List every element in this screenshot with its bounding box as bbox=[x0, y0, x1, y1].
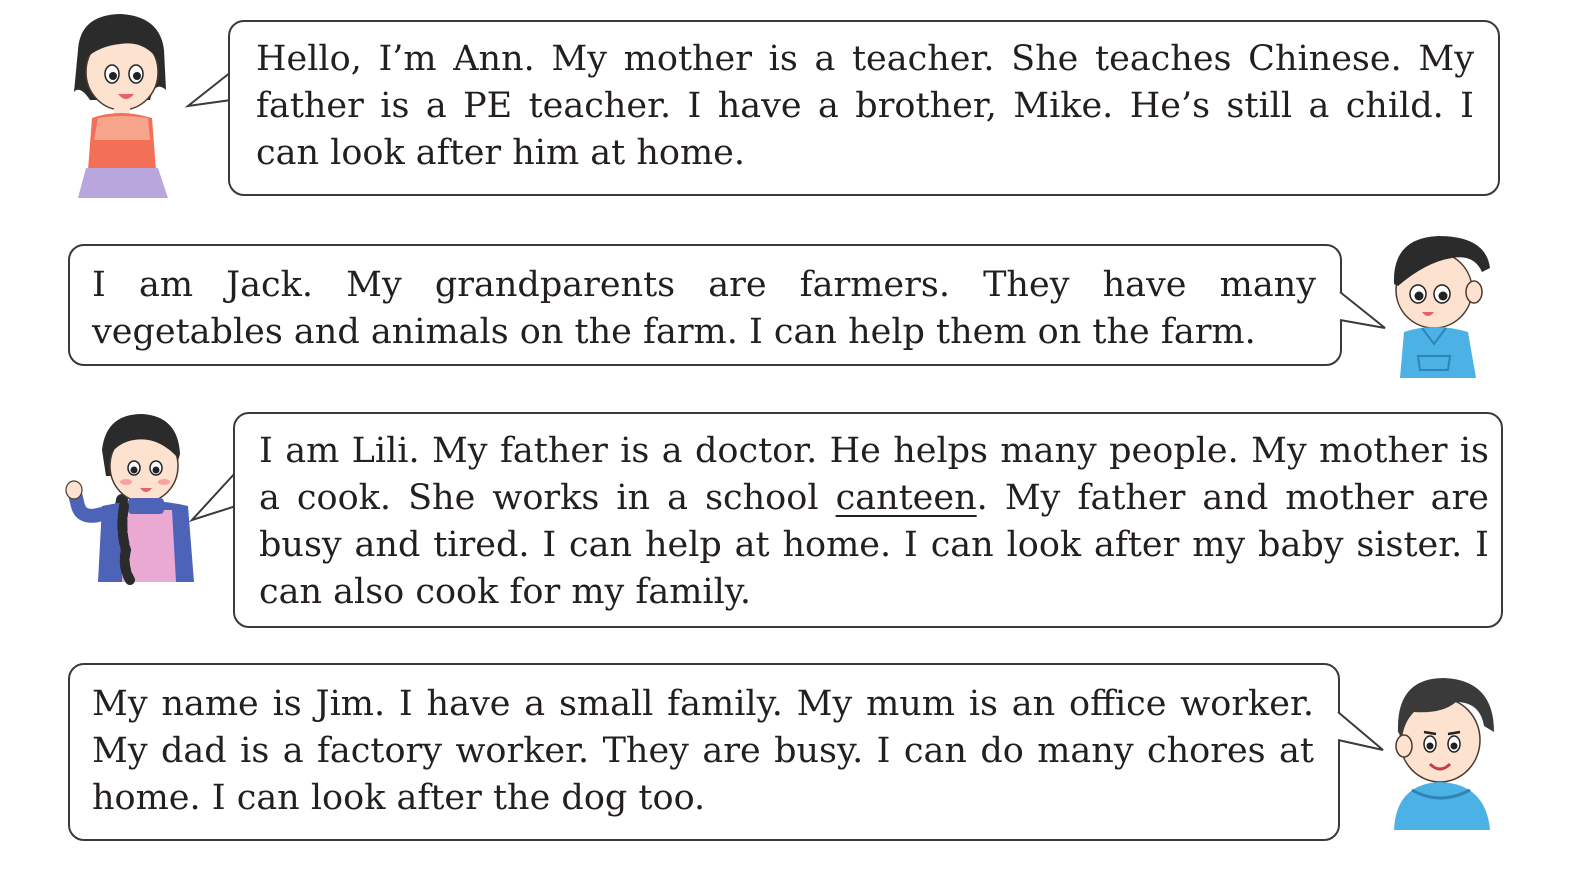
speech-text bbox=[259, 428, 1489, 616]
underlined-word: canteen bbox=[835, 478, 977, 518]
speech-text-part: . My father and mother are busy and tired. I can help at home. I can look after my baby sister. I can also cook for my family. bbox=[259, 478, 1489, 612]
girl-lili-icon bbox=[62, 410, 198, 586]
bubble-tail bbox=[1337, 710, 1385, 758]
speech-bubble-ann bbox=[228, 20, 1500, 196]
bubble-tail bbox=[190, 470, 238, 524]
speech-text: My name is Jim. I have a small family. My mum is an office worker. My dad is a factory worker. They are busy. I can do many chores at home. I can look after the dog too. bbox=[92, 684, 1314, 818]
speech-text-part: I am Lili. My father is a doctor. He helps many people. My mother is a cook. She works in a school bbox=[259, 431, 1489, 518]
boy-jim-icon bbox=[1384, 672, 1500, 832]
boy-jack-icon bbox=[1382, 228, 1494, 380]
speech-text: I am Jack. My grandparents are farmers. They have many vegetables and animals on the farm. I can help them on the farm. bbox=[92, 265, 1316, 352]
speech-bubble-jack bbox=[68, 244, 1342, 366]
bubble-tail bbox=[186, 70, 232, 110]
girl-ann-icon bbox=[60, 10, 180, 200]
speech-text: Hello, I’m Ann. My mother is a teacher. She teaches Chinese. My father is a PE teacher. I have a brother, Mike. He’s still a child. I can look after him at home. bbox=[256, 39, 1474, 173]
bubble-tail bbox=[1339, 290, 1387, 334]
speech-bubble-lili bbox=[233, 412, 1503, 628]
speech-bubble-jim bbox=[68, 663, 1340, 841]
